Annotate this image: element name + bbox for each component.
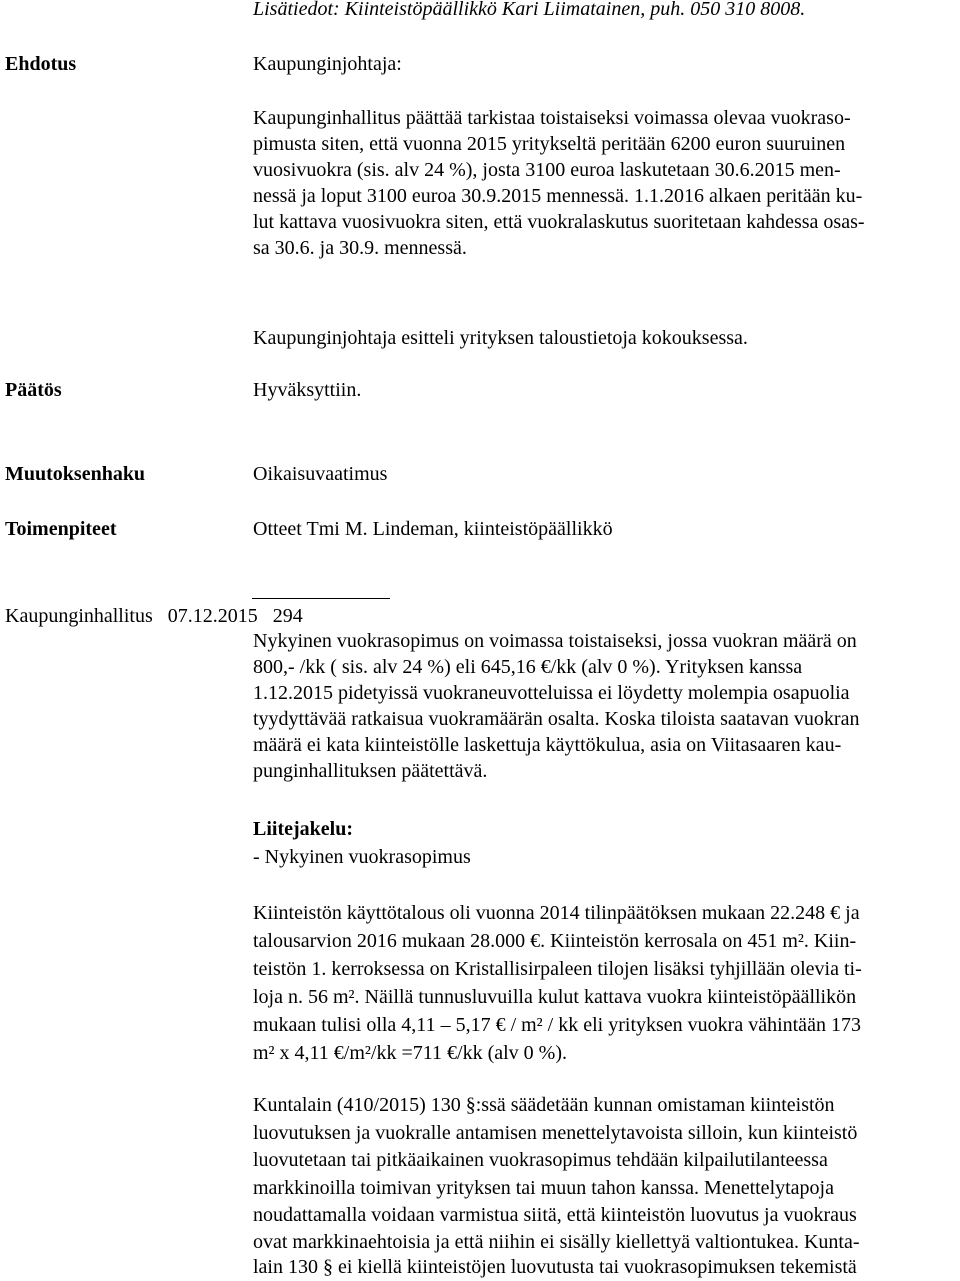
text-line: markkinoilla toimivan yrityksen tai muun tahon kanssa. Menettelytapoja bbox=[253, 1177, 834, 1199]
text-line: lain 130 § ei kiellä kiinteistöjen luovutusta tai vuokrasopimuksen tekemistä bbox=[253, 1256, 857, 1278]
text-line: Kuntalain (410/2015) 130 §:ssä säädetään kunnan omistaman kiinteistön bbox=[253, 1094, 835, 1116]
text-line: 800,- /kk ( sis. alv 24 %) eli 645,16 €/kk (alv 0 %). Yrityksen kanssa bbox=[253, 656, 803, 678]
text-line: 1.12.2015 pidetyissä vuokraneuvotteluissa ei löydetty molempia osapuolia bbox=[253, 682, 850, 704]
text-line: pimusta siten, että vuonna 2015 yritykseltä peritään 6200 euron suuruinen bbox=[253, 133, 846, 155]
text-line: mukaan tulisi olla 4,11 – 5,17 € / m² / kk eli yrityksen vuokra vähintään 173 bbox=[253, 1014, 861, 1036]
text-line: sa 30.6. ja 30.9. mennessä. bbox=[253, 237, 467, 259]
paatos-label: Päätös bbox=[5, 379, 62, 401]
text-line: talousarvion 2016 mukaan 28.000 €. Kiinteistön kerrosala on 451 m². Kiin- bbox=[253, 930, 857, 952]
text-line: teistön 1. kerroksessa on Kristallisirpaleen tilojen lisäksi tyhjillään olevia ti- bbox=[253, 958, 862, 980]
text-line: lut kattava vuosivuokra siten, että vuokralaskutus suoritetaan kahdessa osas- bbox=[253, 211, 865, 233]
text-line: noudattamalla voidaan varmistua siitä, että kiinteistön luovutus ja vuokraus bbox=[253, 1204, 857, 1226]
muutoksenhaku-text: Oikaisuvaatimus bbox=[253, 463, 388, 485]
text-line: Kaupunginhallitus päättää tarkistaa toistaiseksi voimassa olevaa vuokraso- bbox=[253, 107, 851, 129]
text-line: luovutetaan tai pitkäaikainen vuokrasopimus tehdään kilpailutilanteessa bbox=[253, 1149, 828, 1171]
separator-line bbox=[252, 598, 390, 599]
muutoksenhaku-label: Muutoksenhaku bbox=[5, 463, 146, 485]
kokous-note: Kaupunginjohtaja esitteli yrityksen taloustietoja kokouksessa. bbox=[253, 327, 748, 349]
liitejakelu-label: Liitejakelu: bbox=[253, 818, 353, 840]
text-line: luovutuksen ja vuokralle antamisen menettelytavoista silloin, kun kiinteistö bbox=[253, 1122, 858, 1144]
toimenpiteet-label: Toimenpiteet bbox=[5, 518, 117, 540]
text-line: ovat markkinaehtoisia ja että niihin ei sisälly kiellettyä valtiontukea. Kunta- bbox=[253, 1231, 860, 1253]
text-line: tyydyttävää ratkaisua vuokramäärän osalta. Koska tiloista saatavan vuokran bbox=[253, 708, 860, 730]
meeting-header: Kaupunginhallitus 07.12.2015 294 bbox=[5, 605, 303, 627]
text-line: nessä ja loput 3100 euroa 30.9.2015 mennessä. 1.1.2016 alkaen peritään ku- bbox=[253, 185, 863, 207]
text-line: m² x 4,11 €/m²/kk =711 €/kk (alv 0 %). bbox=[253, 1042, 567, 1064]
contact-info: Lisätiedot: Kiinteistöpäällikkö Kari Liimatainen, puh. 050 310 8008. bbox=[253, 0, 806, 20]
text-line: määrä ei kata kiinteistölle laskettuja käyttökulua, asia on Viitasaaren kau- bbox=[253, 734, 842, 756]
paatos-text: Hyväksyttiin. bbox=[253, 379, 362, 401]
toimenpiteet-text: Otteet Tmi M. Lindeman, kiinteistöpäällikkö bbox=[253, 518, 613, 540]
text-line: loja n. 56 m². Näillä tunnusluvuilla kulut kattava vuokra kiinteistöpäällikön bbox=[253, 986, 857, 1008]
text-line: Nykyinen vuokrasopimus on voimassa toistaiseksi, jossa vuokran määrä on bbox=[253, 630, 857, 652]
text-line: punginhallituksen päätettävä. bbox=[253, 760, 488, 782]
ehdotus-author: Kaupunginjohtaja: bbox=[253, 53, 402, 75]
text-line: Kiinteistön käyttötalous oli vuonna 2014 tilinpäätöksen mukaan 22.248 € ja bbox=[253, 902, 860, 924]
ehdotus-label: Ehdotus bbox=[5, 53, 77, 75]
text-line: vuosivuokra (sis. alv 24 %), josta 3100 euroa laskutetaan 30.6.2015 men- bbox=[253, 159, 841, 181]
liitejakelu-item: - Nykyinen vuokrasopimus bbox=[253, 846, 471, 868]
